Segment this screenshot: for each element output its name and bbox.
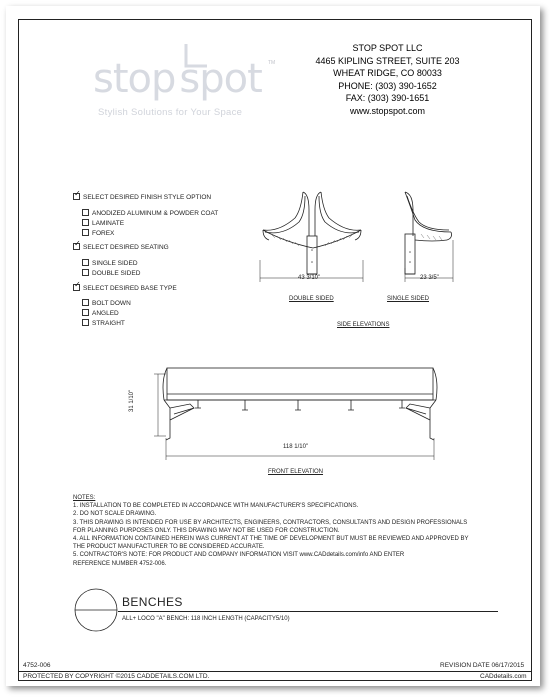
front-elevation: [150, 360, 450, 470]
option-item[interactable]: ANGLED: [82, 309, 119, 317]
logo-brand-left: stop: [93, 56, 176, 102]
logo-brand-right: spot: [179, 56, 262, 102]
drawing-border: [18, 19, 532, 681]
option-item[interactable]: STRAIGHT: [82, 319, 125, 327]
note-line: REFERENCE NUMBER 4752-006.: [73, 560, 167, 567]
revision-date: REVISION DATE 06/17/2015: [440, 662, 525, 669]
checkbox-icon[interactable]: [82, 229, 89, 236]
checkbox-icon[interactable]: [82, 309, 89, 316]
logo-tagline: Stylish Solutions for Your Space: [98, 107, 243, 118]
checkbox-icon[interactable]: [82, 209, 89, 216]
front-elevation-label: FRONT ELEVATION: [268, 469, 324, 475]
checkbox-icon[interactable]: [82, 319, 89, 326]
checked-box-icon[interactable]: ✓: [74, 189, 81, 198]
note-line: 4. ALL INFORMATION CONTAINED HEREIN WAS CURRENT AT THE TIME OF DEVELOPMENT BUT MUST BE REVIEWED AND APPROVED BY: [73, 536, 469, 543]
checkbox-icon[interactable]: [82, 269, 89, 276]
drawing-title: BENCHES: [122, 595, 183, 609]
note-line: 5. CONTRACTOR'S NOTE: FOR PRODUCT AND COMPANY INFORMATION VISIT www.CADdetails.com/info AND ENTER: [73, 552, 405, 559]
checked-box-icon[interactable]: ✓: [74, 239, 81, 248]
single-sided-label: SINGLE SIDED: [387, 296, 430, 302]
finish-heading: ✓ SELECT DESIRED FINISH STYLE OPTION: [74, 189, 212, 201]
front-height-dimension: 31 1/10": [129, 389, 135, 412]
company-address-2: WHEAT RIDGE, CO 80033: [333, 68, 442, 78]
note-line: 2. DO NOT SCALE DRAWING.: [73, 511, 157, 518]
side-elevations-label: SIDE ELEVATIONS: [337, 322, 390, 328]
company-name: STOP SPOT LLC: [352, 43, 423, 53]
seating-heading: ✓ SELECT DESIRED SEATING: [74, 239, 169, 251]
note-line: THE PRODUCT MANUFACTURER TO BE CONSIDERED ACCURATE.: [73, 544, 265, 551]
checkbox-icon[interactable]: [82, 299, 89, 306]
checkbox-icon[interactable]: [82, 259, 89, 266]
option-item[interactable]: BOLT DOWN: [82, 299, 131, 307]
option-item[interactable]: DOUBLE SIDED: [82, 269, 140, 277]
company-address-1: 4465 KIPLING STREET, SUITE 203: [315, 55, 460, 66]
single-width-dimension: 23 3/5": [420, 275, 439, 281]
base-heading: ✓ SELECT DESIRED BASE TYPE: [74, 280, 177, 292]
logo: [93, 56, 262, 102]
footer-divider: [18, 671, 532, 672]
reference-number: 4752-006: [23, 662, 51, 669]
option-item[interactable]: SINGLE SIDED: [82, 259, 138, 267]
double-width-dimension: 43 3/10": [298, 275, 321, 281]
note-line: 1. INSTALLATION TO BE COMPLETED IN ACCORDANCE WITH MANUFACTURER'S SPECIFICATIONS.: [73, 503, 359, 510]
checkbox-icon[interactable]: [82, 219, 89, 226]
option-item[interactable]: ANODIZED ALUMINUM & POWDER COAT: [82, 209, 218, 217]
checked-box-icon[interactable]: ✓: [74, 280, 81, 289]
company-info: [305, 42, 470, 117]
company-fax: FAX: (303) 390-1651: [345, 93, 430, 103]
copyright-notice: PROTECTED BY COPYRIGHT ©2015 CADDETAILS.COM LTD.: [23, 673, 210, 680]
drawing-subtitle: ALL+ LOCO "A" BENCH: 118 INCH LENGTH (CAPACITY5/10): [122, 616, 290, 622]
double-sided-label: DOUBLE SIDED: [289, 296, 334, 302]
notes: [73, 494, 469, 568]
notes-heading: NOTES:: [73, 495, 96, 501]
title-divider: [118, 611, 498, 612]
front-width-dimension: 118 1/10": [283, 444, 309, 450]
company-website: www.stopspot.com: [349, 105, 426, 116]
option-item[interactable]: FOREX: [82, 229, 114, 237]
detail-bubble-icon: [73, 587, 119, 633]
note-line: FOR PLANNING PURPOSES ONLY. THIS DRAWING MAY NOT BE USED FOR CONSTRUCTION.: [73, 527, 340, 534]
logo-mark: [183, 42, 211, 72]
logo-trademark: TM: [268, 60, 276, 66]
caddetails-link[interactable]: CADdetails.com: [480, 673, 527, 680]
company-phone: PHONE: (303) 390-1652: [338, 80, 437, 91]
note-line: 3. THIS DRAWING IS INTENDED FOR USE BY ARCHITECTS, ENGINEERS, CONTRACTORS, CONSULTANTS AND DESIGN PROFESSIONALS: [73, 519, 468, 526]
option-item[interactable]: LAMINATE: [82, 219, 124, 227]
